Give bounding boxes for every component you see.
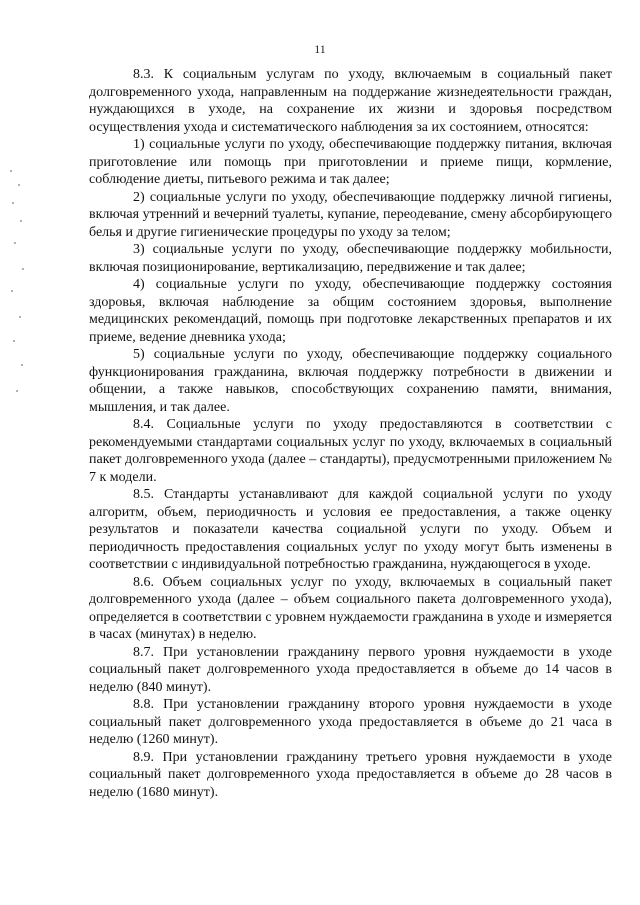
scan-artifact-marks	[4, 150, 44, 430]
paragraph-8-5: 8.5. Стандарты устанавливают для каждой социальной услуги по уходу алгоритм, объем, периодичность и условия ее предоставления, а также оценку результатов и показатели качества социальной услуги по уходу. Объем и периодичность предоставления социальных услуг по уходу могут быть изменены в соответствии с индивидуальной потребностью гражданина, нуждающегося в уходе.	[89, 487, 612, 572]
list-item-2: 2) социальные услуги по уходу, обеспечивающие поддержку личной гигиены, включая утренний и вечерний туалеты, купание, переодевание, смену абсорбирующего белья и другие гигиенические процедуры по уходу за телом;	[89, 189, 612, 240]
list-item-4: 4) социальные услуги по уходу, обеспечивающие поддержку состояния здоровья, включая наблюдение за общим состоянием здоровья, выполнение медицинских рекомендаций, помощь при подготовке лекарственных препаратов и их приеме, ведение дневника ухода;	[89, 277, 612, 345]
list-item-1: 1) социальные услуги по уходу, обеспечивающие поддержку питания, включая приготовление или помощь при приготовлении и приеме пищи, кормление, соблюдение диеты, питьевого режима и так далее;	[89, 137, 612, 187]
page-number: 11	[314, 42, 326, 56]
paragraph-8-6: 8.6. Объем социальных услуг по уходу, включаемых в социальный пакет долговременного ухода (далее – объем социального пакета долговременного ухода), определяется в соответствии с уровнем нуждаемости гражданина в уходе и измеряется в часах (минутах) в неделю.	[89, 574, 612, 642]
paragraph-8-4: 8.4. Социальные услуги по уходу предоставляются в соответствии с рекомендуемыми стандартами социальных услуг по уходу, включаемых в социальный пакет долговременного ухода (далее – стандарты), предусмотренными приложением № 7 к модели.	[89, 417, 612, 485]
paragraph-8-7: 8.7. При установлении гражданину первого уровня нуждаемости в уходе социальный пакет долговременного ухода предоставляется в объеме до 14 часов в неделю (840 минут).	[89, 644, 612, 695]
paragraph-8-9: 8.9. При установлении гражданину третьего уровня нуждаемости в уходе социальный пакет долговременного ухода предоставляется в объеме до 28 часов в неделю (1680 минут).	[89, 749, 612, 800]
paragraph-8-8: 8.8. При установлении гражданину второго уровня нуждаемости в уходе социальный пакет долговременного ухода предоставляется в объеме до 21 часа в неделю (1260 минут).	[89, 697, 612, 747]
document-body	[89, 66, 612, 801]
paragraph-8-3: 8.3. К социальным услугам по уходу, включаемым в социальный пакет долговременного ухода, направленным на поддержание жизнедеятельности граждан, нуждающихся в уходе, на сохранение их жизни и здоровья посредством осуществления ухода и систематического наблюдения за их состоянием, относятся:	[89, 67, 612, 135]
list-item-5: 5) социальные услуги по уходу, обеспечивающие поддержку социального функционирования гражданина, включая поддержку потребности в движении и общении, а также навыков, способствующих сохранению памяти, внимания, мышления, и так далее.	[89, 347, 612, 415]
list-item-3: 3) социальные услуги по уходу, обеспечивающие поддержку мобильности, включая позиционирование, вертикализацию, передвижение и так далее;	[89, 242, 612, 275]
